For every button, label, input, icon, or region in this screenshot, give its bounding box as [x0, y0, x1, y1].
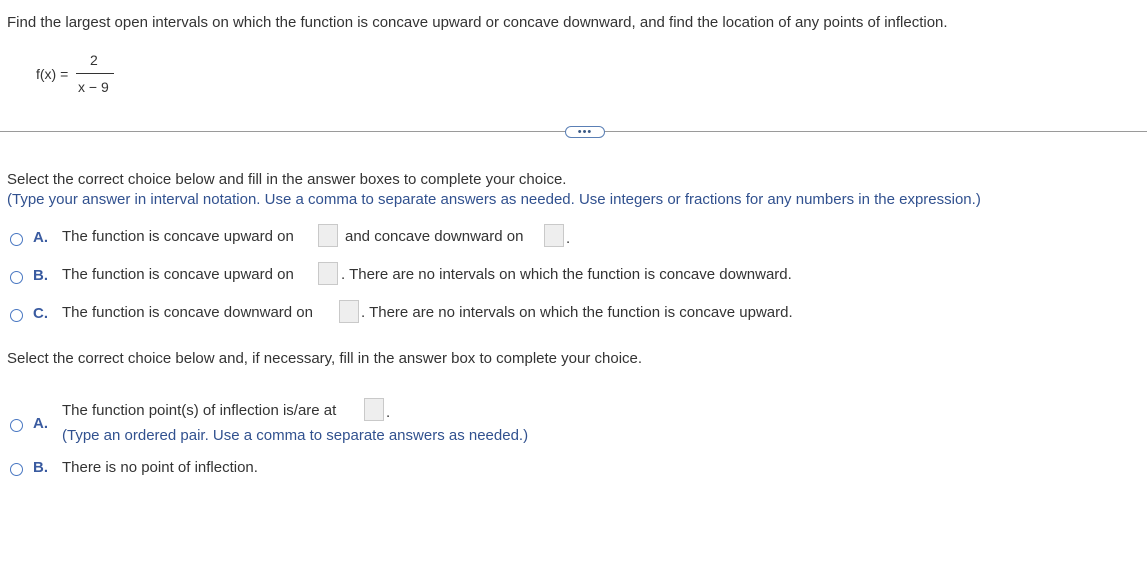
part1-hint: (Type your answer in interval notation. Use a comma to separate answers as needed. Use integers or fractions for any numbers in the expression.): [7, 191, 981, 208]
part2-option-a-period: .: [386, 404, 391, 421]
part2-instruction: Select the correct choice below and, if necessary, fill in the answer box to complete your choice.: [7, 350, 643, 367]
fraction-denominator: x − 9: [78, 79, 109, 95]
part1-option-b-radio[interactable]: [10, 271, 23, 284]
part1-option-b-text2: . There are no intervals on which the function is concave downward.: [341, 266, 792, 283]
part1-option-b-letter: B.: [33, 267, 48, 284]
part2-option-a-answer-box[interactable]: [364, 398, 384, 421]
part1-option-c-radio[interactable]: [10, 309, 23, 322]
part1-option-a-period: .: [566, 230, 571, 247]
part1-option-a-letter: A.: [33, 229, 48, 246]
part1-option-a-downward-answer-box[interactable]: [544, 224, 564, 247]
part1-option-a-upward-answer-box[interactable]: [318, 224, 338, 247]
part1-option-a-radio[interactable]: [10, 233, 23, 246]
more-options-button[interactable]: •••: [565, 126, 605, 138]
part1-instruction: Select the correct choice below and fill in the answer boxes to complete your choice.: [7, 171, 567, 188]
part1-option-b-answer-box[interactable]: [318, 262, 338, 285]
part1-option-c-text2: . There are no intervals on which the function is concave upward.: [361, 304, 793, 321]
part1-option-a-text2: and concave downward on: [345, 228, 524, 245]
part2-option-b-radio[interactable]: [10, 463, 23, 476]
part1-option-c-text: The function is concave downward on: [62, 304, 313, 321]
function-label: f(x) =: [36, 66, 69, 82]
part1-option-c-answer-box[interactable]: [339, 300, 359, 323]
fraction-bar: [76, 73, 114, 74]
part2-option-a-text: The function point(s) of inflection is/are at: [62, 402, 337, 419]
question-text: Find the largest open intervals on which the function is concave upward or concave downward, and find the location of any points of inflection.: [7, 14, 948, 31]
part2-option-b-letter: B.: [33, 459, 48, 476]
part1-option-a-text: The function is concave upward on: [62, 228, 294, 245]
part2-option-a-radio[interactable]: [10, 419, 23, 432]
part2-option-b-text: There is no point of inflection.: [62, 459, 258, 476]
fraction-numerator: 2: [90, 52, 98, 68]
part2-option-a-hint: (Type an ordered pair. Use a comma to separate answers as needed.): [62, 427, 529, 444]
part1-option-c-letter: C.: [33, 305, 48, 322]
part2-option-a-letter: A.: [33, 415, 48, 432]
part1-option-b-text: The function is concave upward on: [62, 266, 294, 283]
